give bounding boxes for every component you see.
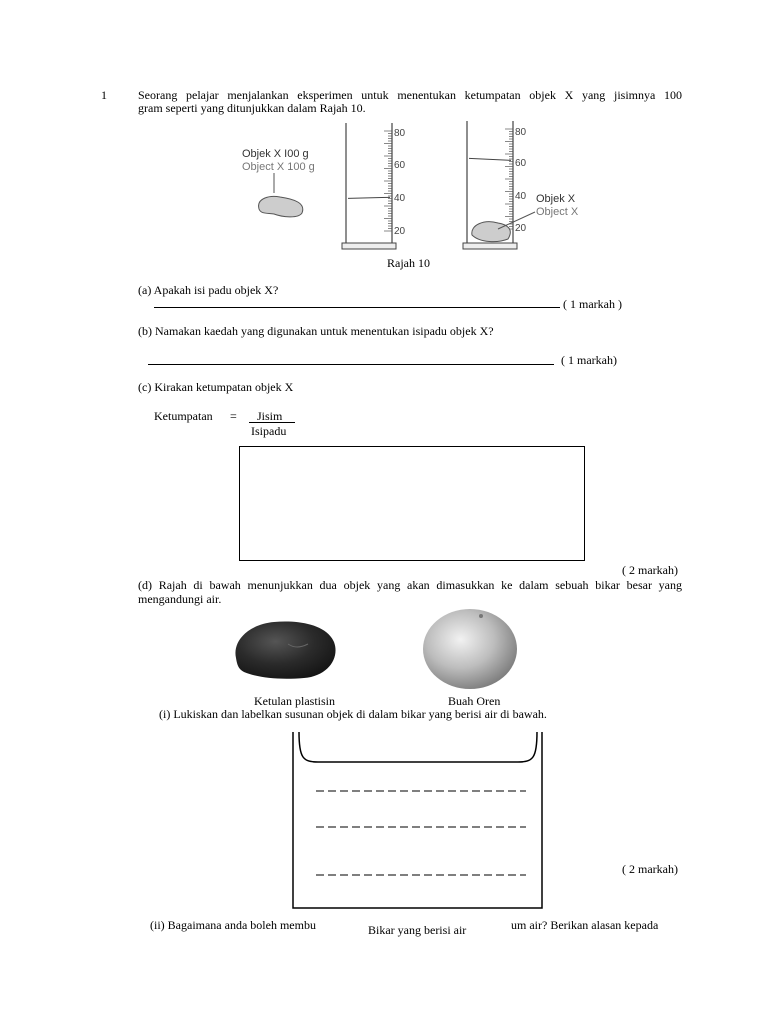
- cyl1-tick-60: 60: [394, 160, 406, 171]
- cyl2-tick-60: 60: [515, 158, 527, 169]
- part-d-i-marks: ( 2 markah): [622, 862, 678, 876]
- object-x-blob: [259, 196, 303, 216]
- beaker-diagram[interactable]: [288, 728, 552, 914]
- part-b-question: (b) Namakan kaedah yang digunakan untuk menentukan isipadu objek X?: [138, 324, 494, 338]
- measuring-cylinder-2: [463, 121, 579, 249]
- calculation-answer-box[interactable]: [239, 446, 585, 561]
- part-d-sub-ii-right: um air? Berikan alasan kepada: [511, 918, 659, 932]
- object-label-en: Object X 100 g: [242, 161, 315, 173]
- cyl1-tick-80: 80: [394, 128, 406, 139]
- formula-lhs: Ketumpatan: [154, 409, 213, 423]
- orange-image: [421, 606, 519, 690]
- question-number: 1: [101, 88, 107, 102]
- object-x-in-cylinder: [472, 222, 511, 242]
- part-c-marks: ( 2 markah): [622, 563, 678, 577]
- cyl1-tick-40: 40: [394, 193, 406, 204]
- formula-numerator: Jisim: [257, 409, 283, 423]
- objek-x-label-ms: Objek X: [536, 193, 576, 205]
- part-d-line2: mengandungi air.: [138, 592, 222, 606]
- part-a-question: (a) Apakah isi padu objek X?: [138, 283, 279, 297]
- object-label-ms: Objek X I00 g: [242, 148, 309, 160]
- part-d-sub-ii-left: (ii) Bagaimana anda boleh membu: [150, 918, 316, 932]
- water-level-1: [348, 197, 390, 198]
- cyl2-tick-40: 40: [515, 191, 527, 202]
- orange-label: Buah Oren: [448, 694, 501, 708]
- part-b-marks: ( 1 markah): [561, 353, 617, 367]
- part-c-question: (c) Kirakan ketumpatan objek X: [138, 380, 294, 394]
- cyl2-tick-20: 20: [515, 223, 527, 234]
- question-intro-line1: Seorang pelajar menjalankan eksperimen untuk menentukan ketumpatan objek X yang jisimnya 100: [138, 88, 682, 102]
- figure-caption: Rajah 10: [387, 256, 430, 270]
- cyl2-tick-80: 80: [515, 127, 527, 138]
- formula-denominator: Isipadu: [251, 424, 287, 438]
- part-d-sub-i: (i) Lukiskan dan labelkan susunan objek di dalam bikar yang berisi air di bawah.: [159, 707, 547, 721]
- part-d-line1: (d) Rajah di bawah menunjukkan dua objek yang akan dimasukkan ke dalam sebuah bikar besar yang: [138, 578, 682, 592]
- water-level-2: [469, 158, 511, 160]
- plasticine-image: [228, 614, 340, 684]
- fraction-bar: [249, 422, 295, 423]
- figure-rajah-10: [232, 113, 582, 255]
- formula-equals: =: [230, 409, 237, 423]
- question-intro-line2: gram seperti yang ditunjukkan dalam Rajah 10.: [138, 101, 366, 115]
- part-a-marks: ( 1 markah ): [563, 297, 622, 311]
- part-b-answer-line[interactable]: [148, 364, 554, 365]
- cyl1-tick-20: 20: [394, 226, 406, 237]
- objek-x-label-en: Object X: [536, 206, 579, 218]
- part-a-answer-line[interactable]: [154, 307, 560, 308]
- plasticine-label: Ketulan plastisin: [254, 694, 335, 708]
- measuring-cylinder-1: [342, 123, 406, 249]
- beaker-label: Bikar yang berisi air: [368, 923, 467, 937]
